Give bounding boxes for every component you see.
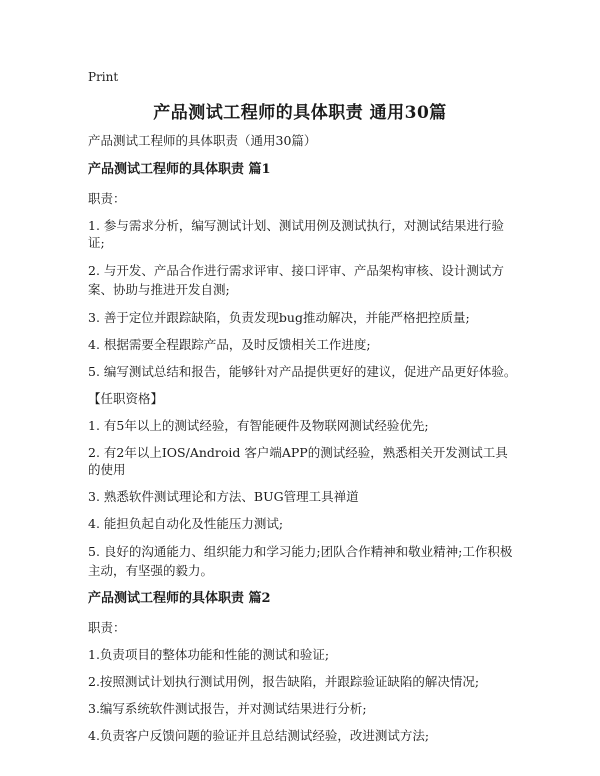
duty-item: 4. 根据需要全程跟踪产品，及时反馈相关工作进度; <box>88 337 371 352</box>
section-1-heading: 产品测试工程师的具体职责 篇1 <box>88 162 271 177</box>
document-body <box>88 132 518 754</box>
duty-item: 2. 与开发、产品合作进行需求评审、接口评审、产品架构审核、设计测试方案、协助与推进开发自测; <box>88 263 504 297</box>
duty-item: 5. 编写测试总结和报告，能够针对产品提供更好的建议，促进产品更好体验。 <box>88 364 517 379</box>
requirement-item: 3. 熟悉软件测试理论和方法、BUG管理工具禅道 <box>88 489 359 504</box>
requirement-item: 5. 良好的沟通能力、组织能力和学习能力;团队合作精神和敬业精神;工作积极主动，有坚强的毅力。 <box>88 544 513 578</box>
requirement-item: 2. 有2年以上IOS/Android 客户端APP的测试经验，熟悉相关开发测试工具的使用 <box>88 445 508 477</box>
section-1-requirements-label: 【任职资格】 <box>88 391 164 406</box>
document-title: 产品测试工程师的具体职责 通用30篇 <box>153 103 447 123</box>
duty-item: 4.负责客户反馈问题的验证并且总结测试经验，改进测试方法; <box>88 728 430 743</box>
section-2-heading: 产品测试工程师的具体职责 篇2 <box>88 591 271 606</box>
document-subtitle: 产品测试工程师的具体职责（通用30篇） <box>88 133 317 148</box>
duty-item: 1. 参与需求分析，编写测试计划、测试用例及测试执行，对测试结果进行验证; <box>88 218 504 250</box>
duty-item: 3. 善于定位并跟踪缺陷，负责发现bug推动解决，并能严格把控质量; <box>88 310 470 325</box>
duty-item: 2.按照测试计划执行测试用例，报告缺陷，并跟踪验证缺陷的解决情况; <box>88 674 480 689</box>
duty-item: 1.负责项目的整体功能和性能的测试和验证; <box>88 647 330 662</box>
section-2-duties-label: 职责： <box>88 620 126 635</box>
duty-item: 3.编写系统软件测试报告，并对测试结果进行分析; <box>88 701 367 716</box>
print-label: Print <box>88 70 119 84</box>
requirement-item: 4. 能担负起自动化及性能压力测试; <box>88 516 284 531</box>
requirement-item: 1. 有5年以上的测试经验，有智能硬件及物联网测试经验优先; <box>88 418 429 433</box>
section-1-duties-label: 职责： <box>88 191 126 206</box>
